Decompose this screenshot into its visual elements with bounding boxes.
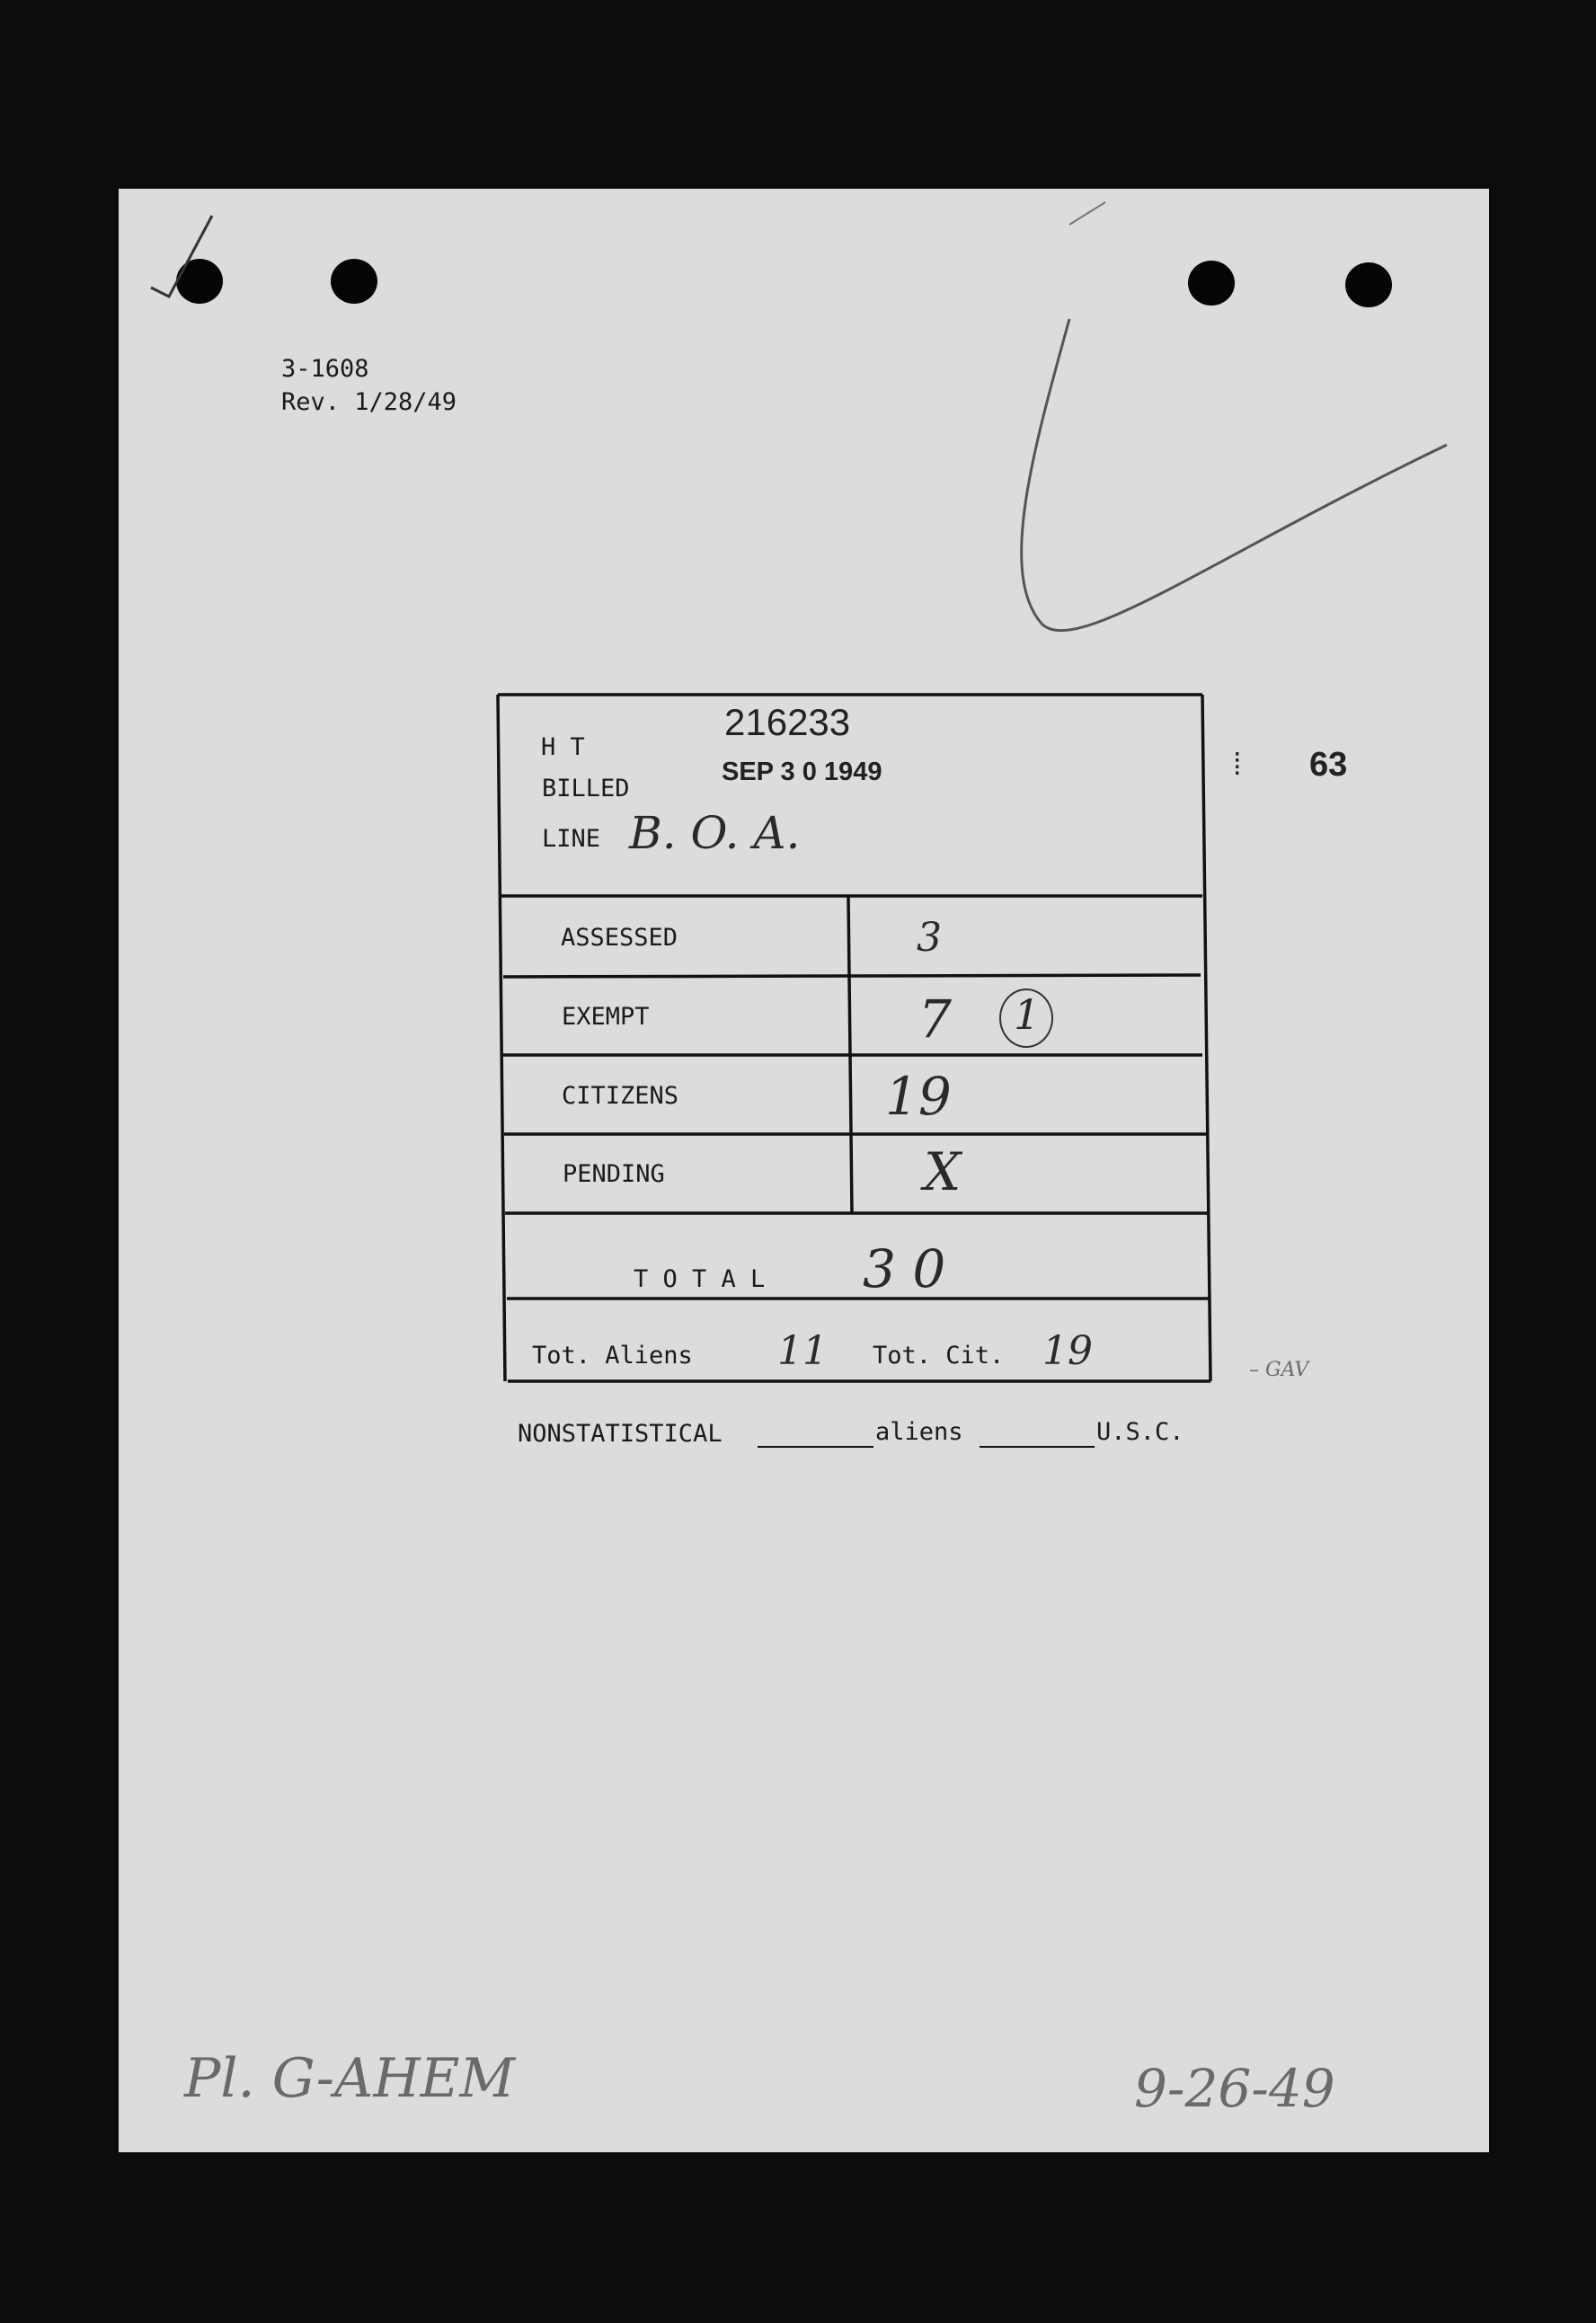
initials-mark: – GAV (1249, 1359, 1309, 1381)
punch-hole (331, 259, 377, 304)
citizens-label: CITIZENS (562, 1082, 679, 1110)
pending-label: PENDING (563, 1160, 665, 1188)
side-mark: ⁞ (1233, 748, 1242, 782)
document-page (119, 189, 1489, 2152)
tot-aliens-label: Tot. Aliens (532, 1342, 693, 1370)
punch-hole (1345, 262, 1392, 307)
assessed-label: ASSESSED (561, 924, 678, 952)
exempt-circled-value: 1 (1014, 990, 1041, 1039)
nonstatistical-aliens-label: aliens (875, 1418, 963, 1446)
billed-label: BILLED (542, 775, 630, 802)
line-label: LINE (542, 825, 601, 853)
tot-cit-label: Tot. Cit. (873, 1342, 1005, 1370)
nonstatistical-label: NONSTATISTICAL (518, 1420, 723, 1448)
serial-number: 216233 (724, 701, 851, 743)
citizens-value: 19 (885, 1066, 952, 1127)
total-value: 3 0 (863, 1238, 946, 1299)
assessed-value: 3 (917, 915, 942, 961)
tot-aliens-value: 11 (777, 1328, 828, 1374)
exempt-value: 7 (918, 989, 952, 1050)
punch-hole (1188, 261, 1235, 306)
ht-label: H T (541, 733, 585, 761)
form-revision: Rev. 1/28/49 (281, 388, 457, 416)
date-stamp: SEP 3 0 1949 (722, 758, 882, 786)
exempt-label: EXEMPT (562, 1003, 650, 1031)
total-label: T O T A L (634, 1265, 766, 1293)
pending-value: X (924, 1141, 962, 1202)
bottom-note-left: Pl. G-AHEM (184, 2047, 515, 2110)
nonstatistical-usc-label: U.S.C. (1096, 1418, 1184, 1446)
bottom-note-right: 9-26-49 (1134, 2058, 1335, 2119)
tot-cit-value: 19 (1042, 1328, 1093, 1374)
form-number: 3-1608 (281, 355, 369, 383)
punch-hole (176, 259, 223, 304)
line-value: B. O. A. (629, 807, 801, 859)
side-number: 63 (1309, 746, 1348, 784)
